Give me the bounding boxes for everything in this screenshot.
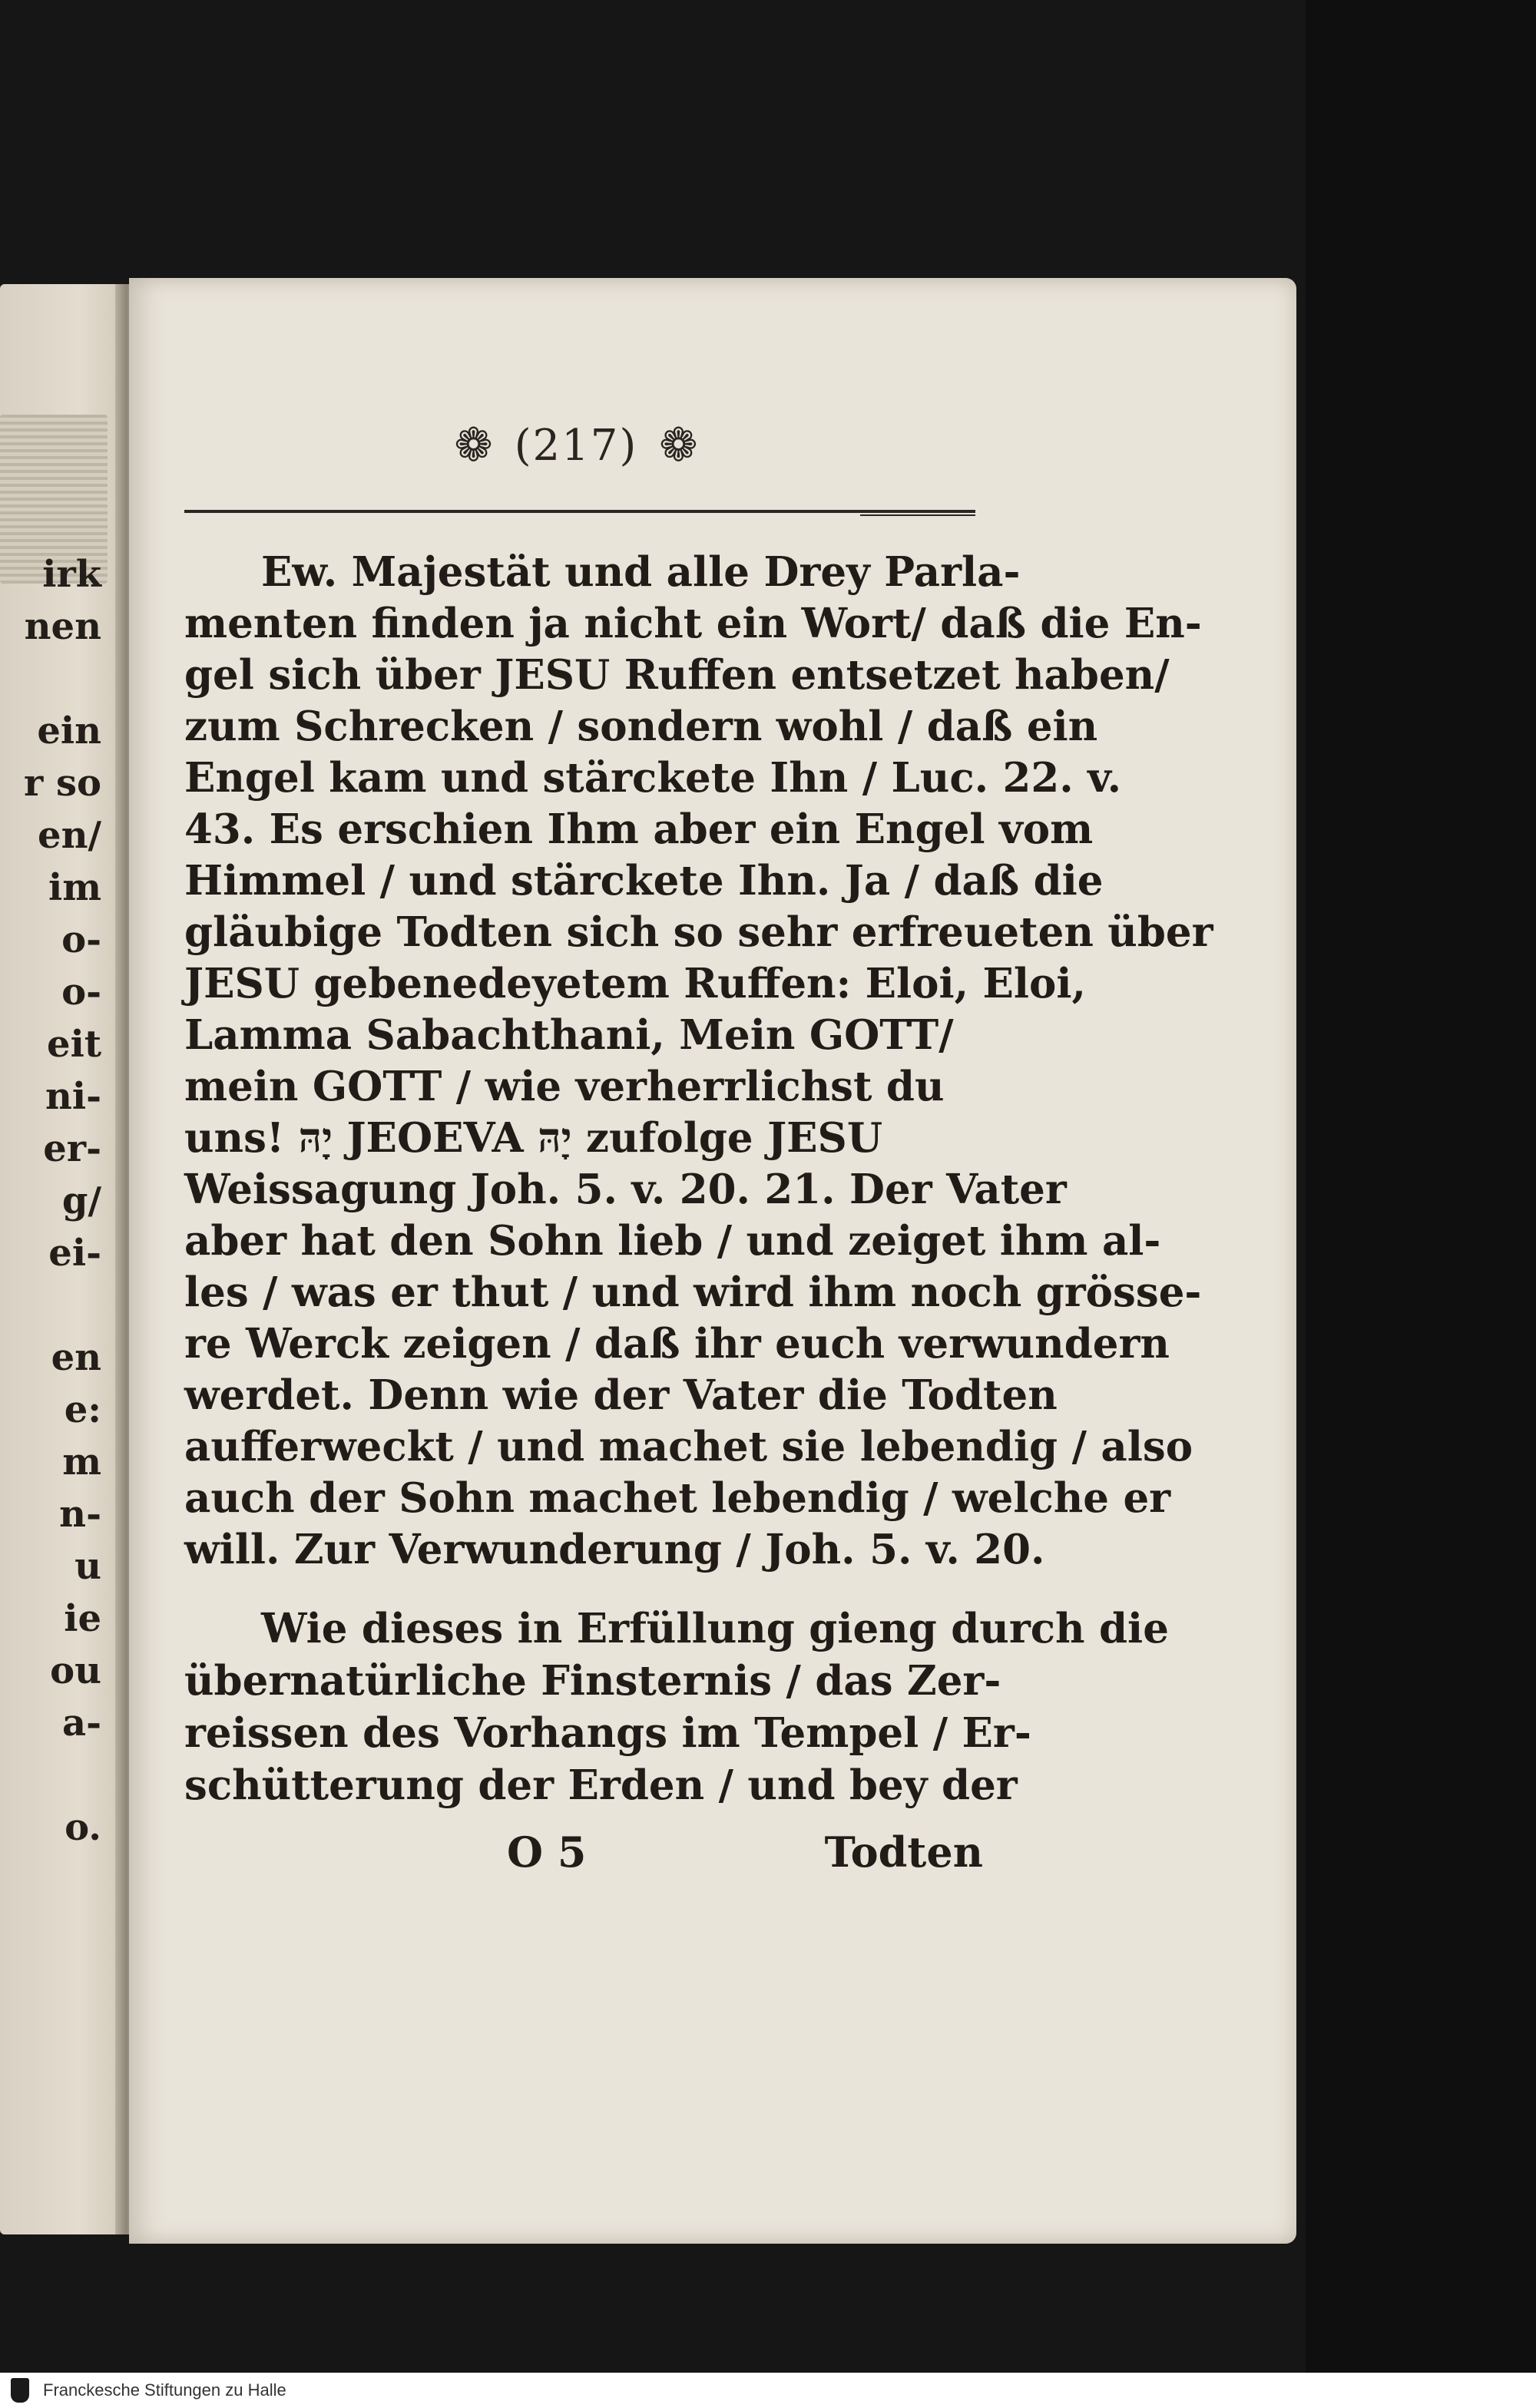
left-page-fragment: ni- — [45, 1075, 101, 1118]
text-line: aber hat den Sohn lieb / und zeiget ihm al- — [184, 1217, 1161, 1265]
ornament-left-icon: ❁ — [454, 418, 493, 472]
header-rule-end — [860, 514, 975, 516]
left-page-fragment: n- — [59, 1493, 101, 1536]
text-line: Himmel / und stärckete Ihn. Ja / daß die — [184, 857, 1104, 905]
signature-mark: O 5 — [507, 1828, 587, 1877]
text-line: schütterung der Erden / und bey der — [184, 1761, 1018, 1809]
left-page-fragment: a- — [61, 1702, 101, 1745]
text-line: Wie dieses in Erfüllung gieng durch die — [261, 1605, 1169, 1652]
text-line: Ew. Majestät und alle Drey Parla- — [261, 548, 1021, 596]
left-page-fragment: irk — [42, 553, 101, 596]
text-line: werdet. Denn wie der Vater die Todten — [184, 1371, 1058, 1419]
left-page-fragment: o. — [65, 1806, 101, 1849]
text-line: zum Schrecken / sondern wohl / daß ein — [184, 703, 1098, 750]
footer-text: Franckesche Stiftungen zu Halle — [43, 2380, 286, 2400]
text-line: Lamma Sabachthani, Mein GOTT/ — [184, 1011, 954, 1059]
left-page-fragment: u — [74, 1545, 101, 1588]
left-page-fragment: e: — [64, 1388, 101, 1431]
text-line: re Werck zeigen / daß ihr euch verwundern — [184, 1320, 1170, 1368]
catchword-row — [184, 1828, 983, 1877]
background-right — [1306, 0, 1536, 2373]
catchword: Todten — [824, 1828, 983, 1877]
text-line: gläubige Todten sich so sehr erfreueten über — [184, 908, 1213, 956]
text-line: Engel kam und stärckete Ihn / Luc. 22. v. — [184, 754, 1122, 802]
institution-logo-icon — [11, 2378, 29, 2403]
left-page-fragment: im — [48, 866, 101, 909]
text-line: übernatürliche Finsternis / das Zer- — [184, 1657, 1001, 1705]
text-line: menten finden ja nicht ein Wort/ daß die En- — [184, 600, 1202, 647]
left-page-fragment: r so — [23, 762, 101, 805]
text-line: auch der Sohn machet lebendig / welche er — [184, 1474, 1171, 1522]
left-page-fragment: ein — [37, 710, 101, 752]
text-line: reissen des Vorhangs im Tempel / Er- — [184, 1709, 1031, 1757]
text-line: gel sich über JESU Ruffen entsetzet haben/ — [184, 651, 1170, 699]
text-line: will. Zur Verwunderung / Joh. 5. v. 20. — [184, 1526, 1045, 1573]
header-rule — [184, 510, 975, 513]
left-page-fragment: er- — [43, 1127, 101, 1170]
page-header — [415, 415, 737, 476]
left-page-fragment: ei- — [48, 1232, 101, 1275]
left-page-fragment: ou — [50, 1649, 101, 1692]
left-page-fragment: en/ — [38, 814, 101, 857]
page-number: (217) — [514, 420, 638, 471]
left-page-fragment: o- — [61, 971, 101, 1014]
left-page-fragment: eit — [47, 1023, 101, 1066]
left-page-fragment: m — [62, 1440, 101, 1484]
ornament-right-icon: ❁ — [659, 418, 698, 472]
text-line: les / was er thut / und wird ihm noch grösse- — [184, 1268, 1202, 1316]
footer-bar — [0, 2373, 1536, 2408]
text-line: JESU gebenedeyetem Ruffen: Eloi, Eloi, — [184, 960, 1086, 1007]
text-line: aufferweckt / und machet sie lebendig / also — [184, 1423, 1193, 1470]
text-line: mein GOTT / wie verherrlichst du — [184, 1063, 945, 1110]
left-page-fragment: en — [51, 1336, 101, 1379]
left-page-fragment: o- — [61, 918, 101, 961]
left-page-fragment: nen — [24, 605, 101, 648]
text-line: Weissagung Joh. 5. v. 20. 21. Der Vater — [184, 1166, 1067, 1213]
text-line: 43. Es erschien Ihm aber ein Engel vom — [184, 805, 1094, 853]
left-page-edge — [0, 284, 132, 2234]
text-line: uns! יָהּ JEOEVA יָהּ zufolge JESU — [184, 1114, 883, 1162]
left-page-fragment: g/ — [61, 1179, 101, 1222]
left-page-fragment: ie — [64, 1597, 101, 1640]
